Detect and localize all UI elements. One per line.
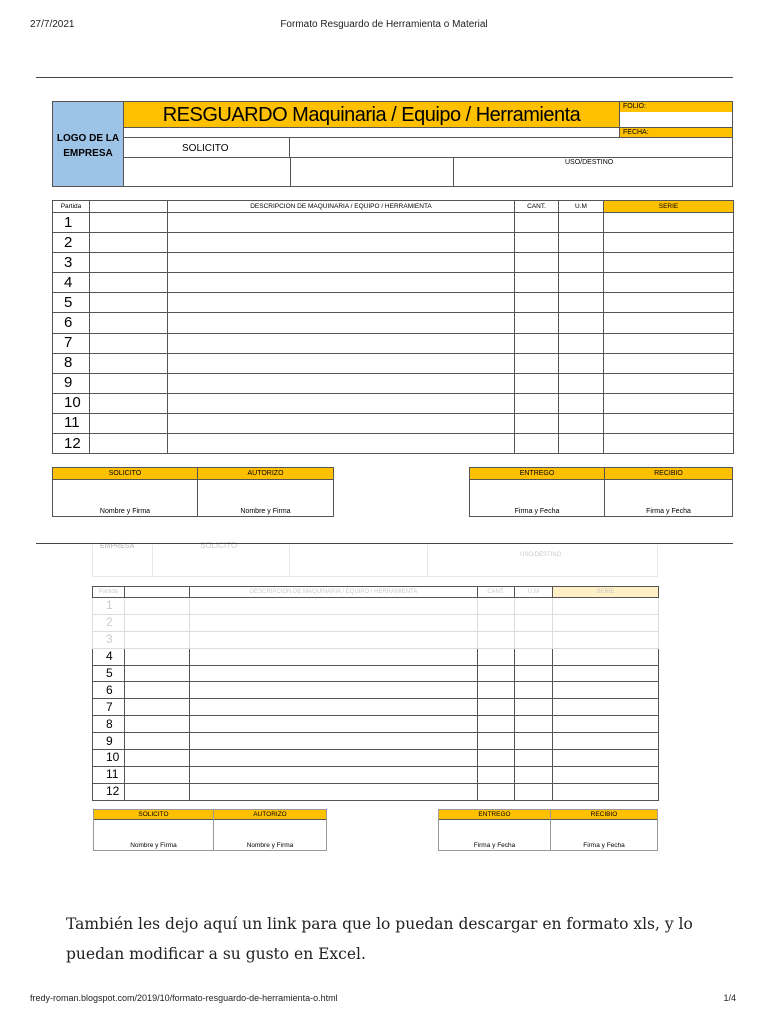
table-cell[interactable] <box>478 783 515 800</box>
row-number: 4 <box>53 273 90 293</box>
column-header: Partida <box>93 587 125 598</box>
table-cell[interactable] <box>559 434 604 454</box>
table-cell[interactable] <box>190 614 478 631</box>
row-number: 8 <box>53 353 90 373</box>
signature-label: SOLICITO <box>53 468 197 480</box>
table-cell[interactable] <box>559 233 604 253</box>
table-cell[interactable] <box>553 631 659 648</box>
column-header: SERIE <box>604 201 734 213</box>
row-number: 11 <box>53 413 90 433</box>
table-cell[interactable] <box>515 733 553 750</box>
signature-label: SOLICITO <box>94 810 213 820</box>
table-row <box>93 631 659 648</box>
table-cell[interactable] <box>190 682 478 699</box>
table-cell[interactable] <box>515 665 553 682</box>
table-cell[interactable] <box>515 614 553 631</box>
table-cell[interactable] <box>559 253 604 273</box>
mid-divider <box>36 543 733 544</box>
table-row <box>93 682 659 699</box>
table-cell[interactable] <box>515 598 553 615</box>
signature-label: ENTREGO <box>470 468 604 480</box>
table-cell[interactable] <box>478 766 515 783</box>
table-row <box>53 393 734 413</box>
signature-hint: Nombre y Firma <box>240 508 291 515</box>
solicito-field[interactable] <box>290 138 732 158</box>
table-cell[interactable] <box>478 716 515 733</box>
row-number: 11 <box>93 766 125 783</box>
table-cell[interactable] <box>604 333 734 353</box>
table-cell[interactable] <box>553 648 659 665</box>
table-cell[interactable] <box>604 353 734 373</box>
download-note: También les dejo aquí un link para que lo puedan descargar en formato xls, y lo puedan modificar a su gusto en Excel. <box>66 915 693 963</box>
table-cell[interactable] <box>604 213 734 233</box>
table-cell[interactable] <box>125 766 190 783</box>
table-row <box>93 766 659 783</box>
table-cell[interactable] <box>553 766 659 783</box>
table-cell[interactable] <box>90 293 168 313</box>
row-number: 6 <box>93 682 125 699</box>
table-cell[interactable] <box>90 353 168 373</box>
table-cell[interactable] <box>168 273 515 293</box>
table-cell[interactable] <box>604 413 734 433</box>
table-cell[interactable] <box>553 598 659 615</box>
table-cell[interactable] <box>515 313 559 333</box>
table-cell[interactable] <box>168 373 515 393</box>
table-cell[interactable] <box>559 313 604 333</box>
row-number: 2 <box>93 614 125 631</box>
column-header <box>90 201 168 213</box>
table-row <box>53 373 734 393</box>
signature-hint: Nombre y Firma <box>99 508 151 515</box>
table-cell[interactable] <box>168 333 515 353</box>
row-number: 9 <box>53 373 90 393</box>
table-cell[interactable] <box>125 598 190 615</box>
table-cell[interactable] <box>125 614 190 631</box>
table-cell[interactable] <box>190 665 478 682</box>
signature-hint: Nombre y Firma <box>246 842 294 849</box>
column-header: DESCRIPCION DE MAQUINARIA / EQUIPO / HERRAMIENTA <box>190 587 478 598</box>
row-number: 7 <box>53 333 90 353</box>
row-number: 2 <box>53 233 90 253</box>
print-date: 27/7/2021 <box>30 19 75 30</box>
row-number: 3 <box>53 253 90 273</box>
row-number: 10 <box>93 750 125 767</box>
table-cell[interactable] <box>559 353 604 373</box>
row-number: 5 <box>53 293 90 313</box>
form-title: RESGUARDO Maquinaria / Equipo / Herramienta <box>124 102 619 128</box>
signature-label: RECIBIO <box>605 468 732 480</box>
table-cell[interactable] <box>553 665 659 682</box>
table-row <box>53 313 734 333</box>
table-row <box>53 253 734 273</box>
folio-label: FOLIO: <box>619 102 732 112</box>
column-header: DESCRIPCION DE MAQUINARIA / EQUIPO / HERRAMIENTA <box>168 201 515 213</box>
table-row <box>93 614 659 631</box>
table-row <box>93 598 659 615</box>
signature-box <box>438 809 551 851</box>
cell-divider <box>290 158 291 186</box>
table-cell[interactable] <box>90 273 168 293</box>
table-cell[interactable] <box>478 750 515 767</box>
table-row <box>93 648 659 665</box>
table-cell[interactable] <box>559 413 604 433</box>
table-cell[interactable] <box>478 682 515 699</box>
form-header-block <box>52 101 733 187</box>
column-header: U.M <box>515 587 553 598</box>
table-cell[interactable] <box>90 434 168 454</box>
column-header <box>125 587 190 598</box>
table-cell[interactable] <box>478 631 515 648</box>
signature-label: RECIBIO <box>551 810 657 820</box>
table-cell[interactable] <box>168 393 515 413</box>
table-cell[interactable] <box>478 733 515 750</box>
table-cell[interactable] <box>125 682 190 699</box>
table-header-row <box>53 201 734 213</box>
column-header: CANT. <box>515 201 559 213</box>
signature-label: AUTORIZO <box>214 810 326 820</box>
table-cell[interactable] <box>515 631 553 648</box>
table-row <box>93 783 659 800</box>
table-cell[interactable] <box>559 273 604 293</box>
row-number: 6 <box>53 313 90 333</box>
table-cell[interactable] <box>515 716 553 733</box>
table-cell[interactable] <box>604 373 734 393</box>
table-cell[interactable] <box>190 648 478 665</box>
table-cell[interactable] <box>90 313 168 333</box>
uso-destino-label: USO/DESTINO <box>565 159 614 166</box>
logo-line-2: EMPRESA <box>63 148 113 159</box>
table-cell[interactable] <box>190 750 478 767</box>
table-cell[interactable] <box>515 213 559 233</box>
table-cell[interactable] <box>90 393 168 413</box>
items-table-copy <box>92 586 659 801</box>
table-cell[interactable] <box>515 393 559 413</box>
signature-hint: Firma y Fecha <box>514 508 560 515</box>
table-row <box>53 434 734 454</box>
solicito-label: SOLICITO <box>124 138 290 158</box>
table-cell[interactable] <box>515 253 559 273</box>
table-cell[interactable] <box>515 373 559 393</box>
row-number: 9 <box>93 733 125 750</box>
signature-hint: Firma y Fecha <box>583 842 625 849</box>
table-cell[interactable] <box>125 783 190 800</box>
table-cell[interactable] <box>553 699 659 716</box>
table-cell[interactable] <box>168 434 515 454</box>
table-cell[interactable] <box>90 333 168 353</box>
company-logo-placeholder <box>53 102 124 186</box>
table-cell[interactable] <box>168 413 515 433</box>
row-number: 5 <box>93 665 125 682</box>
table-header-row <box>93 587 659 598</box>
table-cell[interactable] <box>553 733 659 750</box>
table-row <box>93 750 659 767</box>
table-cell[interactable] <box>553 614 659 631</box>
table-cell[interactable] <box>190 716 478 733</box>
table-cell[interactable] <box>515 413 559 433</box>
print-title: Formato Resguardo de Herramienta o Material <box>280 19 488 30</box>
table-row <box>53 233 734 253</box>
signature-hint: Firma y Fecha <box>473 842 516 849</box>
row-number: 3 <box>93 631 125 648</box>
fecha-label: FECHA: <box>619 128 732 138</box>
table-cell[interactable] <box>559 213 604 233</box>
row-number: 1 <box>93 598 125 615</box>
solicito-fragment: SOLICITO <box>200 541 238 550</box>
signature-box <box>52 467 198 517</box>
table-cell[interactable] <box>604 273 734 293</box>
table-cell[interactable] <box>125 699 190 716</box>
blank-row <box>124 128 619 138</box>
signature-box <box>93 809 214 851</box>
table-cell[interactable] <box>190 631 478 648</box>
top-divider <box>36 77 733 78</box>
empresa-fragment: EMPRESA <box>100 543 135 550</box>
table-cell[interactable] <box>559 293 604 313</box>
table-cell[interactable] <box>125 665 190 682</box>
table-row <box>93 665 659 682</box>
table-row <box>53 353 734 373</box>
signature-box <box>197 467 334 517</box>
table-cell[interactable] <box>190 733 478 750</box>
table-cell[interactable] <box>604 293 734 313</box>
column-header: U.M <box>559 201 604 213</box>
table-cell[interactable] <box>515 273 559 293</box>
row-number: 12 <box>93 783 125 800</box>
table-cell[interactable] <box>515 783 553 800</box>
table-cell[interactable] <box>559 333 604 353</box>
row-number: 7 <box>93 699 125 716</box>
table-cell[interactable] <box>478 598 515 615</box>
signature-label: AUTORIZO <box>198 468 333 480</box>
table-cell[interactable] <box>168 353 515 373</box>
table-cell[interactable] <box>604 434 734 454</box>
table-cell[interactable] <box>90 233 168 253</box>
table-cell[interactable] <box>125 750 190 767</box>
table-cell[interactable] <box>90 213 168 233</box>
items-table <box>52 200 734 454</box>
table-row <box>93 733 659 750</box>
table-cell[interactable] <box>190 699 478 716</box>
signature-label: ENTREGO <box>439 810 550 820</box>
table-row <box>53 273 734 293</box>
table-cell[interactable] <box>90 253 168 273</box>
table-cell[interactable] <box>90 373 168 393</box>
row-number: 10 <box>53 393 90 413</box>
table-row <box>53 293 734 313</box>
table-cell[interactable] <box>515 682 553 699</box>
cell-divider <box>453 158 454 186</box>
row-number: 4 <box>93 648 125 665</box>
table-row <box>53 333 734 353</box>
table-row <box>93 716 659 733</box>
table-cell[interactable] <box>559 373 604 393</box>
signature-box <box>550 809 658 851</box>
table-cell[interactable] <box>125 631 190 648</box>
table-cell[interactable] <box>515 750 553 767</box>
table-cell[interactable] <box>515 648 553 665</box>
table-cell[interactable] <box>90 413 168 433</box>
table-cell[interactable] <box>168 213 515 233</box>
table-cell[interactable] <box>515 353 559 373</box>
table-cell[interactable] <box>190 766 478 783</box>
table-cell[interactable] <box>168 293 515 313</box>
table-cell[interactable] <box>604 253 734 273</box>
table-cell[interactable] <box>553 750 659 767</box>
row-number: 12 <box>53 434 90 454</box>
table-cell[interactable] <box>168 233 515 253</box>
table-cell[interactable] <box>553 783 659 800</box>
table-cell[interactable] <box>604 313 734 333</box>
column-header: Partida <box>53 201 90 213</box>
column-header: CANT. <box>478 587 515 598</box>
signature-box <box>604 467 733 517</box>
page-url: fredy-roman.blogspot.com/2019/10/formato-resguardo-de-herramienta-o.html <box>30 993 338 1003</box>
table-cell[interactable] <box>478 648 515 665</box>
table-cell[interactable] <box>168 253 515 273</box>
table-cell[interactable] <box>125 716 190 733</box>
table-cell[interactable] <box>515 766 553 783</box>
table-cell[interactable] <box>478 614 515 631</box>
signature-box <box>469 467 605 517</box>
table-cell[interactable] <box>559 393 604 413</box>
uso-destino-fragment: USO/DESTINO <box>520 552 562 558</box>
table-cell[interactable] <box>168 313 515 333</box>
row-number: 1 <box>53 213 90 233</box>
table-cell[interactable] <box>553 716 659 733</box>
table-cell[interactable] <box>515 293 559 313</box>
table-cell[interactable] <box>478 699 515 716</box>
table-cell[interactable] <box>125 648 190 665</box>
signature-box <box>213 809 327 851</box>
table-cell[interactable] <box>190 783 478 800</box>
logo-line-1: LOGO DE LA <box>56 133 120 144</box>
table-cell[interactable] <box>604 233 734 253</box>
column-header: SERIE <box>553 587 659 598</box>
table-cell[interactable] <box>604 393 734 413</box>
signature-hint: Nombre y Firma <box>130 842 177 849</box>
table-cell[interactable] <box>515 434 559 454</box>
table-row <box>53 213 734 233</box>
table-row <box>53 413 734 433</box>
page-number: 1/4 <box>723 993 736 1003</box>
table-row <box>93 699 659 716</box>
table-cell[interactable] <box>515 333 559 353</box>
signature-hint: Firma y Fecha <box>646 508 691 515</box>
folio-field[interactable] <box>619 112 732 128</box>
table-cell[interactable] <box>515 233 559 253</box>
table-cell[interactable] <box>190 598 478 615</box>
table-cell[interactable] <box>553 682 659 699</box>
table-cell[interactable] <box>478 665 515 682</box>
table-cell[interactable] <box>125 733 190 750</box>
table-cell[interactable] <box>515 699 553 716</box>
row-number: 8 <box>93 716 125 733</box>
